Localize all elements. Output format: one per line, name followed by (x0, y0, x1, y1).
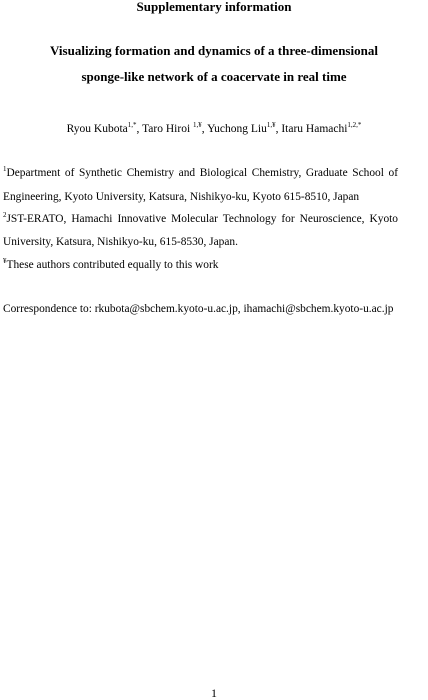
author-name: Yuchong Liu (207, 123, 267, 135)
equal-contribution-note (3, 258, 398, 272)
author-list (0, 122, 428, 136)
affiliation-text: JST-ERATO, Hamachi Innovative Molecular Technology for Neuroscience, Kyoto (6, 213, 398, 225)
affiliation-text: These authors contributed equally to this work (6, 259, 219, 271)
author-name: Ryou Kubota (66, 123, 128, 135)
author-name: Taro Hiroi (142, 123, 194, 135)
affiliation-1-line-1 (3, 166, 398, 180)
author-name: Itaru Hamachi (281, 123, 348, 135)
author-separator: , (201, 123, 208, 135)
paper-title-line-1: Visualizing formation and dynamics of a three-dimensional (50, 43, 378, 58)
affiliation-1-line-2: Engineering, Kyoto University, Katsura, Nishikyo-ku, Kyoto 615-8510, Japan (3, 191, 360, 203)
author-affiliation-mark: 1,¥ (266, 120, 276, 129)
correspondence-line: Correspondence to: rkubota@sbchem.kyoto-u.ac.jp, ihamachi@sbchem.kyoto-u.ac.jp (3, 303, 394, 315)
page-number: 1 (211, 686, 217, 700)
paper-title-line-2: sponge-like network of a coacervate in real time (81, 69, 347, 84)
affiliation-mark: 1 (3, 164, 7, 173)
affiliation-2-line-1 (3, 212, 398, 226)
affiliation-mark: 2 (3, 210, 7, 219)
author-separator: , (275, 123, 282, 135)
author-affiliation-mark: 1,* (127, 120, 137, 129)
author-affiliation-mark: 1,2,* (347, 120, 362, 129)
supplementary-heading: Supplementary information (136, 0, 292, 14)
affiliation-2-line-2: University, Katsura, Nishikyo-ku, 615-8530, Japan. (3, 236, 238, 248)
affiliation-mark: ¥ (3, 256, 7, 265)
author-affiliation-mark: 1,¥ (193, 120, 202, 129)
author-separator: , (136, 123, 143, 135)
affiliation-text: Department of Synthetic Chemistry and Biological Chemistry, Graduate School of (6, 167, 398, 179)
